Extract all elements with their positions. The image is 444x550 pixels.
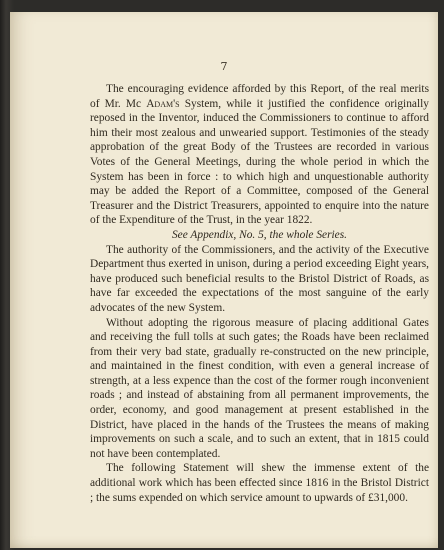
appendix-reference: See Appendix, No. 5, the whole Series. — [171, 228, 348, 241]
paragraph-commissioners-authority: The authority of the Commissioners, and the activity of the Executive Department thus exerted in unison, during a period exceeding Eight years, have produced such beneficial results to the Bristol District of Roads, as have far exceeded the expectations of the most sanguine of the early advocates of the new System. — [90, 243, 429, 314]
paragraph-report-evidence — [90, 82, 429, 228]
book-page — [10, 12, 438, 548]
body-text — [90, 82, 429, 505]
paragraph-roads-reclaimed: Without adopting the rigorous measure of placing additional Gates and receiving the full tolls at such gates; the Roads have been reclaimed from their very bad state, gradually re-constructed on the new principle, and maintained in the finest condition, with even a general increase of strength, at a less expence than the cost of the former rough inconvenient roads ; and instead of abstaining from all permanent improvements, the order, economy, and good management at present established in the District, have placed in the hands of the Trustees the means of making improvements on such a scale, and to such an extent, that in 1815 could not have been contemplated. — [90, 316, 429, 460]
inventor-name: Adam's — [146, 97, 180, 110]
paragraph-following-statement: The following Statement will shew the immense extent of the additional work which has been effected since 1816 in the Bristol District ; the sums expended on which service amount to upwards of £31,000. — [90, 462, 429, 504]
paragraph-report-evidence-lead: The encouraging evidence afforded by this Report, of the real merits of Mr. Mc — [90, 83, 429, 110]
paragraph-report-evidence-rest: System, while it justified the confidence originally reposed in the Inventor, induced the Commissioners to continue to afford him their most zealous and unwearied support. Testimonies of the steady approbation of the great Body of the Trustees are recorded in various Votes of the General Meetings, during the whole period in which the System has been in force : to which high and unquestionable authority may be added the Report of a Committee, composed of the General Treasurer and the District Treasurers, appointed to enquire into the nature of the Expenditure of the Trust, in the year 1822. — [90, 97, 429, 227]
page-number: 7 — [220, 60, 228, 73]
